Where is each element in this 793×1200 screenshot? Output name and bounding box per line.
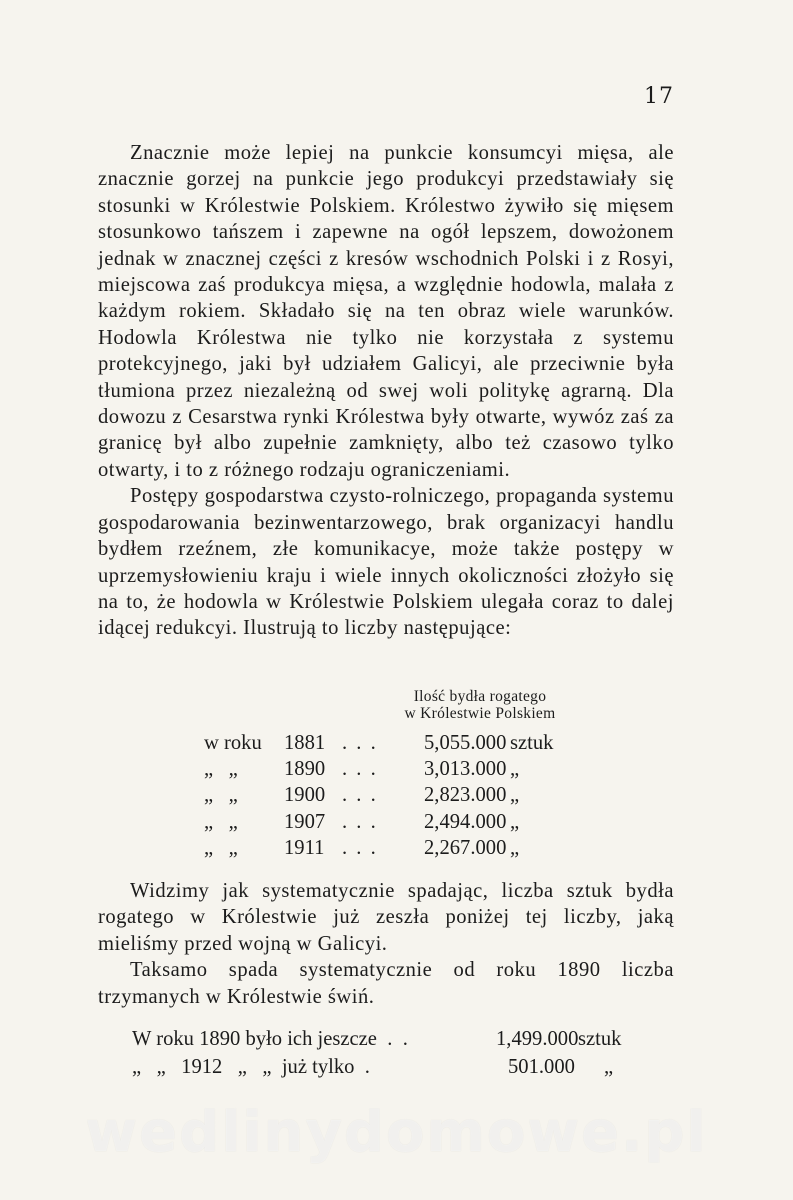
row-dots: . . . [342,784,378,807]
row-unit: „ [604,1056,614,1078]
paragraph-2: Postępy gospodarstwa czysto-rolniczego, propaganda systemu gospodarowania bezinwentarzowego, brak organizacyi handlu bydłem rzeźnem, złe komunikacye, może także postępy w uprzemysłowieniu kraju i wiele innych okoliczności złożyło się na to, że hodowla w Królestwie Polskiem ulegała coraz to dalej idącej redukcyi. Ilustrują to liczby następujące: [98,485,674,640]
after-text [98,878,674,1010]
cattle-table-header [370,688,590,722]
cattle-table-header-line1: Ilość bydła rogatego [413,688,547,705]
row-unit: „ [510,836,520,859]
row-text: „ „ 1912 „ „ już tylko . [132,1056,370,1078]
row-year: 1890 [284,758,326,781]
row-value: 2,267.000 [424,836,507,859]
table-row [200,811,600,837]
row-dots: . . . [342,810,378,833]
table-row [200,837,600,863]
row-unit: „ [510,758,520,781]
paragraph-3: Widzimy jak systematycznie spadając, liczba sztuk bydła rogatego w Królestwie już zeszła poniżej tej liczby, jaką mieliśmy przed wojną w Galicyi. [98,880,674,955]
row-unit: „ [510,810,520,833]
page-number: 17 [644,84,674,109]
row-value: 5,055.000 [424,732,507,754]
row-dots: . . . [342,836,378,859]
body-text [98,140,674,642]
row-unit: „ [510,784,520,807]
row-year: 1900 [284,784,326,807]
watermark: wedlinydomowe.pl [85,1100,708,1165]
row-prefix: „ „ [204,810,238,833]
row-value: 2,494.000 [424,810,507,833]
paragraph-1: Znacznie może lepiej na punkcie konsumcyi mięsa, ale znacznie gorzej na punkcie jego produkcyi przedstawiały się stosunki w Królestwie Polskiem. Królestwo żywiło się mięsem stosunkowo tańszem i zapewne na ogół lepszem, dowożonem jednak w znacznej części z kresów wschodnich Polski i z Rosyi, miejscowa zaś produkcya mięsa, a względnie hodowla, malała z każdym rokiem. Składało się na ten obraz wiele warunków. Hodowla Królestwa nie tylko nie korzystała z systemu protekcyjnego, jaki był udziałem Galicyi, ale przeciwnie była tłumiona przez niezależną od swej woli politykę agrarną. Dla dowozu z Cesarstwa rynki Królestwa były otwarte, wywóz zaś za granicę był albo zupełnie zamknięty, albo też czasowo tylko otwarty, i to z różnego rodzaju ograniczeniami. [98,142,674,481]
row-value: 2,823.000 [424,784,507,807]
row-year: 1911 [284,836,325,859]
table-row [200,784,600,810]
row-unit: sztuk [578,1028,622,1050]
row-value: 501.000 [508,1056,575,1078]
table-row [200,732,600,758]
row-prefix: „ „ [204,836,238,859]
row-dots: . . . [342,758,378,781]
cattle-table [200,732,600,863]
row-prefix: w roku [204,732,262,754]
row-value: 1,499.000 [496,1028,579,1050]
row-prefix: „ „ [204,784,238,807]
row-prefix: „ „ [204,758,238,781]
row-year: 1881 [284,732,326,754]
row-unit: sztuk [510,732,554,754]
table-row [132,1056,652,1084]
cattle-table-header-line2: w Królestwie Polskiem [404,705,556,722]
table-row [200,758,600,784]
row-year: 1907 [284,810,326,833]
table-row [132,1028,652,1056]
row-value: 3,013.000 [424,758,507,781]
pig-table [132,1028,652,1084]
paragraph-4: Taksamo spada systematycznie od roku 1890 liczba trzymanych w Królestwie świń. [98,959,674,1008]
row-text: W roku 1890 było ich jeszcze . . [132,1028,408,1050]
row-dots: . . . [342,732,378,754]
